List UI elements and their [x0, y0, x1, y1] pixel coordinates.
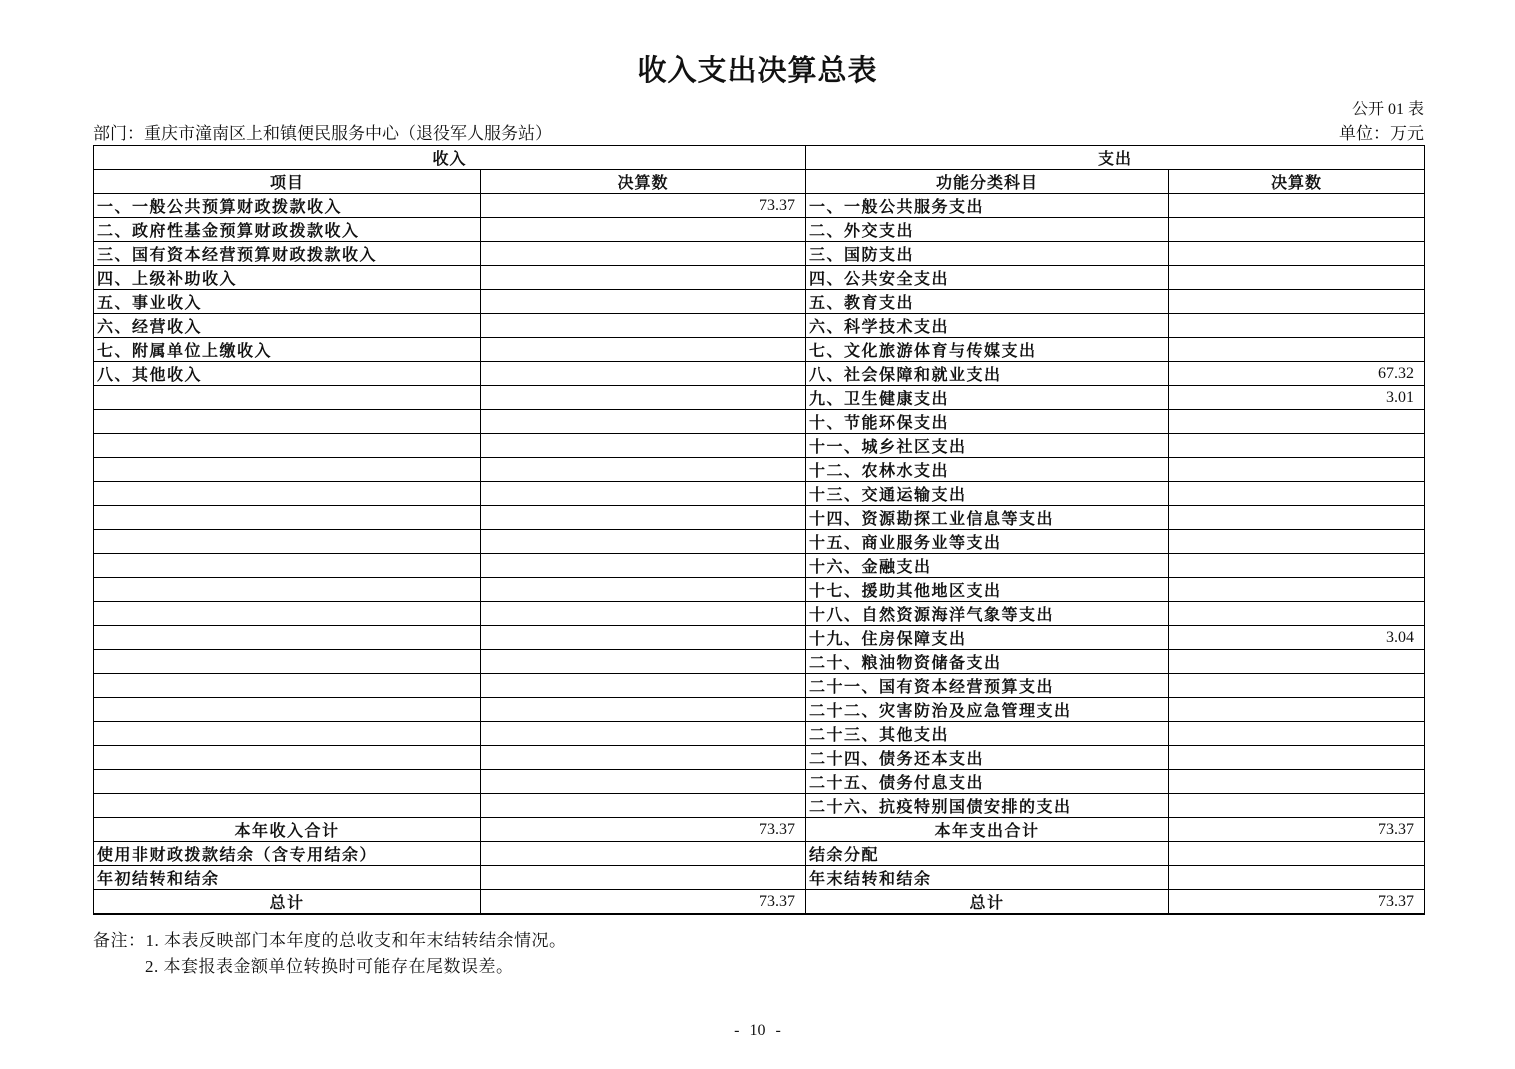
income-item [94, 506, 481, 530]
table-row [94, 506, 1425, 530]
expense-item: 五、教育支出 [806, 290, 1169, 314]
income-value [481, 842, 806, 866]
income-value [481, 506, 806, 530]
table-row [94, 770, 1425, 794]
income-value [481, 578, 806, 602]
income-value [481, 746, 806, 770]
table-row [94, 650, 1425, 674]
income-item [94, 434, 481, 458]
expense-item: 十、节能环保支出 [806, 410, 1169, 434]
income-value [481, 602, 806, 626]
expense-value [1169, 746, 1425, 770]
expense-value [1169, 266, 1425, 290]
expense-value [1169, 578, 1425, 602]
table-row [94, 794, 1425, 818]
expense-item: 二十、粮油物资储备支出 [806, 650, 1169, 674]
expense-value [1169, 482, 1425, 506]
income-value [481, 362, 806, 386]
unit-label: 单位：万元 [1339, 124, 1424, 143]
expense-item: 十二、农林水支出 [806, 458, 1169, 482]
income-item: 年初结转和结余 [94, 866, 481, 890]
expense-value: 73.37 [1169, 890, 1425, 915]
income-value [481, 242, 806, 266]
income-item [94, 722, 481, 746]
expense-item: 十五、商业服务业等支出 [806, 530, 1169, 554]
expense-value [1169, 506, 1425, 530]
expense-value [1169, 242, 1425, 266]
table-row [94, 842, 1425, 866]
column-header-row [94, 170, 1425, 194]
expense-value [1169, 434, 1425, 458]
income-item: 二、政府性基金预算财政拨款收入 [94, 218, 481, 242]
income-item: 本年收入合计 [94, 818, 481, 842]
income-value [481, 314, 806, 338]
expense-item: 二十六、抗疫特别国债安排的支出 [806, 794, 1169, 818]
column-header-item: 项目 [94, 170, 481, 194]
income-item [94, 578, 481, 602]
income-item: 五、事业收入 [94, 290, 481, 314]
table-row [94, 482, 1425, 506]
expense-value [1169, 554, 1425, 578]
table-row [94, 578, 1425, 602]
page-title: 收入支出决算总表 [637, 55, 878, 87]
expense-value: 67.32 [1169, 362, 1425, 386]
expense-value [1169, 314, 1425, 338]
table-row [94, 338, 1425, 362]
expense-item: 九、卫生健康支出 [806, 386, 1169, 410]
expense-item: 一、一般公共服务支出 [806, 194, 1169, 218]
expense-item: 总计 [806, 890, 1169, 915]
expense-item: 二十一、国有资本经营预算支出 [806, 674, 1169, 698]
expense-item: 年末结转和结余 [806, 866, 1169, 890]
table-row [94, 626, 1425, 650]
income-item [94, 794, 481, 818]
expense-value [1169, 410, 1425, 434]
expense-value [1169, 530, 1425, 554]
expense-item: 十四、资源勘探工业信息等支出 [806, 506, 1169, 530]
income-item [94, 602, 481, 626]
expense-value [1169, 770, 1425, 794]
expense-value [1169, 794, 1425, 818]
income-value [481, 434, 806, 458]
budget-summary-table [93, 145, 1425, 915]
meta-line [93, 119, 1424, 144]
income-item [94, 770, 481, 794]
expense-item: 七、文化旅游体育与传媒支出 [806, 338, 1169, 362]
income-item [94, 482, 481, 506]
expense-value [1169, 674, 1425, 698]
expense-value [1169, 650, 1425, 674]
table-row [94, 194, 1425, 218]
income-item: 一、一般公共预算财政拨款收入 [94, 194, 481, 218]
table-row [94, 458, 1425, 482]
income-item: 使用非财政拨款结余（含专用结余） [94, 842, 481, 866]
table-code: 公开 01 表 [1351, 101, 1424, 118]
department-label: 部门：重庆市潼南区上和镇便民服务中心（退役军人服务站） [93, 124, 552, 143]
expense-item: 四、公共安全支出 [806, 266, 1169, 290]
expense-item: 十六、金融支出 [806, 554, 1169, 578]
income-value [481, 698, 806, 722]
page-number: - 10 - [734, 1022, 781, 1039]
expense-value: 3.01 [1169, 386, 1425, 410]
table-row [94, 314, 1425, 338]
column-header-expense-amount: 决算数 [1169, 170, 1425, 194]
income-item [94, 650, 481, 674]
expense-item: 十八、自然资源海洋气象等支出 [806, 602, 1169, 626]
column-header-function: 功能分类科目 [806, 170, 1169, 194]
table-body [94, 194, 1425, 915]
expense-value [1169, 722, 1425, 746]
income-value [481, 554, 806, 578]
note-line-1: 备注：1. 本表反映部门本年度的总收支和年末结转结余情况。 [93, 931, 567, 950]
table-row [94, 698, 1425, 722]
table-row [94, 242, 1425, 266]
expense-section-header: 支出 [806, 146, 1425, 170]
expense-item: 二、外交支出 [806, 218, 1169, 242]
expense-value [1169, 218, 1425, 242]
income-value [481, 866, 806, 890]
table-row [94, 266, 1425, 290]
expense-value [1169, 602, 1425, 626]
income-value [481, 770, 806, 794]
expense-item: 二十四、债务还本支出 [806, 746, 1169, 770]
note-line-2: 2. 本套报表金额单位转换时可能存在尾数误差。 [145, 957, 514, 976]
income-item [94, 410, 481, 434]
expense-item: 六、科学技术支出 [806, 314, 1169, 338]
income-value: 73.37 [481, 818, 806, 842]
table-row [94, 362, 1425, 386]
expense-item: 二十二、灾害防治及应急管理支出 [806, 698, 1169, 722]
income-item: 总计 [94, 890, 481, 915]
income-item: 八、其他收入 [94, 362, 481, 386]
expense-value [1169, 842, 1425, 866]
expense-value [1169, 698, 1425, 722]
table-row [94, 674, 1425, 698]
income-value [481, 530, 806, 554]
notes [93, 928, 567, 980]
income-item: 四、上级补助收入 [94, 266, 481, 290]
income-value: 73.37 [481, 194, 806, 218]
expense-item: 二十五、债务付息支出 [806, 770, 1169, 794]
expense-item: 二十三、其他支出 [806, 722, 1169, 746]
income-value [481, 458, 806, 482]
income-item [94, 626, 481, 650]
expense-item: 十七、援助其他地区支出 [806, 578, 1169, 602]
income-value [481, 722, 806, 746]
income-item [94, 698, 481, 722]
expense-item: 结余分配 [806, 842, 1169, 866]
expense-value: 73.37 [1169, 818, 1425, 842]
income-value [481, 338, 806, 362]
table-row [94, 434, 1425, 458]
table-row [94, 722, 1425, 746]
income-item [94, 554, 481, 578]
expense-item: 十一、城乡社区支出 [806, 434, 1169, 458]
expense-value [1169, 194, 1425, 218]
income-item: 三、国有资本经营预算财政拨款收入 [94, 242, 481, 266]
table-row [94, 386, 1425, 410]
table-row [94, 290, 1425, 314]
income-value [481, 386, 806, 410]
income-value [481, 794, 806, 818]
income-section-header: 收入 [94, 146, 806, 170]
income-value [481, 410, 806, 434]
table-row [94, 818, 1425, 842]
income-item [94, 530, 481, 554]
table-row [94, 890, 1425, 915]
income-value [481, 674, 806, 698]
expense-value [1169, 290, 1425, 314]
income-item [94, 674, 481, 698]
table-row [94, 410, 1425, 434]
income-value [481, 266, 806, 290]
income-value [481, 650, 806, 674]
expense-value: 3.04 [1169, 626, 1425, 650]
table-row [94, 602, 1425, 626]
table-row [94, 530, 1425, 554]
income-item [94, 746, 481, 770]
income-value [481, 626, 806, 650]
expense-item: 八、社会保障和就业支出 [806, 362, 1169, 386]
income-value [481, 218, 806, 242]
income-item: 七、附属单位上缴收入 [94, 338, 481, 362]
expense-item: 十九、住房保障支出 [806, 626, 1169, 650]
column-header-income-amount: 决算数 [481, 170, 806, 194]
expense-item: 三、国防支出 [806, 242, 1169, 266]
expense-item: 十三、交通运输支出 [806, 482, 1169, 506]
income-value [481, 482, 806, 506]
table-row [94, 866, 1425, 890]
expense-value [1169, 338, 1425, 362]
income-item [94, 386, 481, 410]
expense-value [1169, 458, 1425, 482]
table-row [94, 218, 1425, 242]
table-row [94, 554, 1425, 578]
income-value: 73.37 [481, 890, 806, 915]
income-item [94, 458, 481, 482]
section-header-row [94, 146, 1425, 170]
expense-value [1169, 866, 1425, 890]
expense-item: 本年支出合计 [806, 818, 1169, 842]
income-value [481, 290, 806, 314]
income-item: 六、经营收入 [94, 314, 481, 338]
table-row [94, 746, 1425, 770]
